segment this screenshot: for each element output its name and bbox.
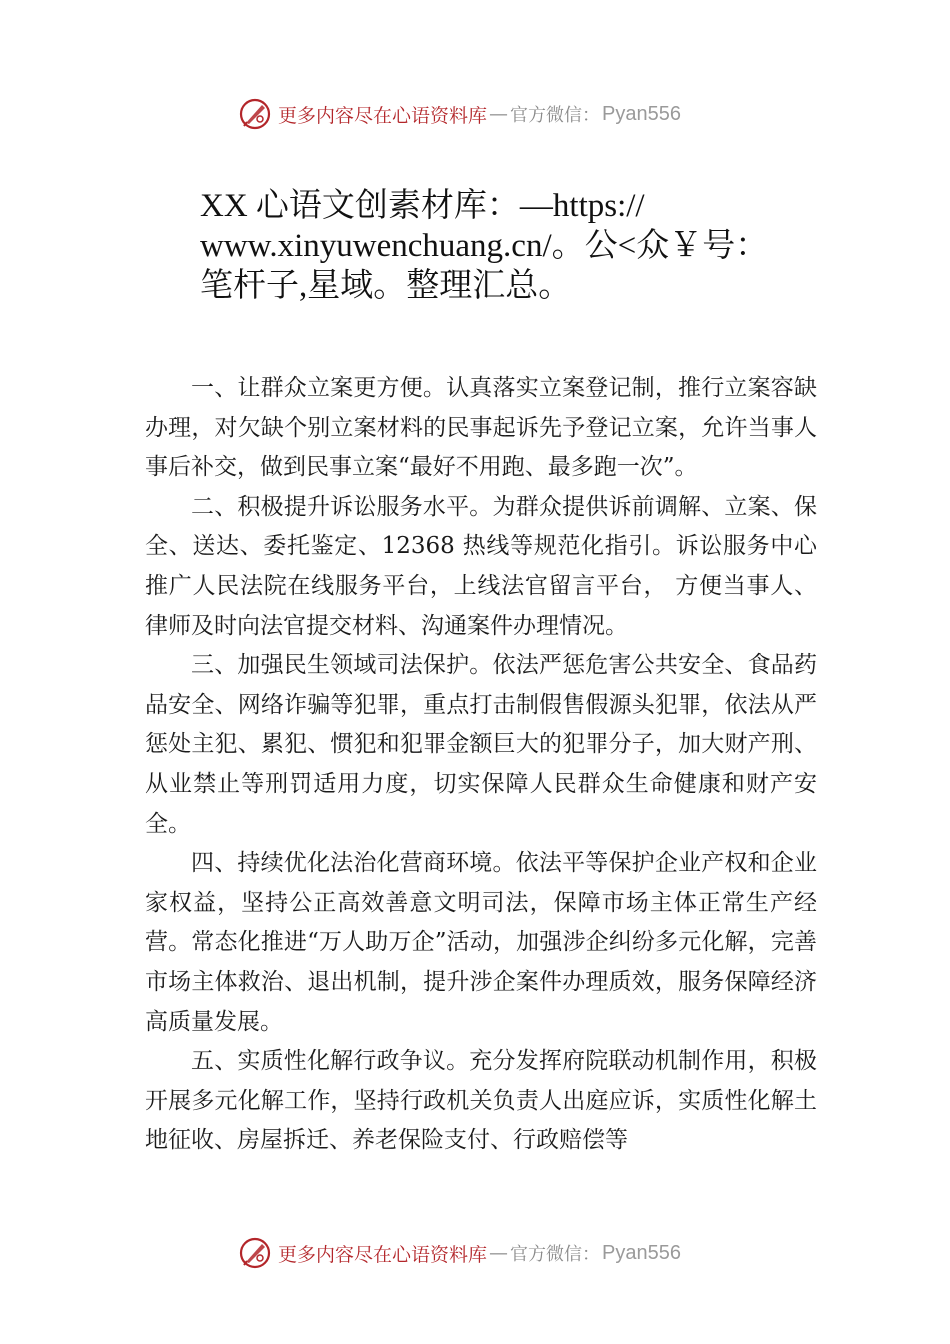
footer-banner — [238, 1233, 681, 1273]
banner-wechat-id: Pyan556 — [602, 1241, 681, 1264]
banner-wechat-id: Pyan556 — [602, 102, 681, 125]
banner-wechat-label: 官方微信： — [510, 1244, 601, 1265]
banner-separator: — — [489, 103, 509, 125]
paragraph-2: 二、积极提升诉讼服务水平。为群众提供诉前调解、立案、保全、送达、委托鉴定、12368 热线等规范化指引。诉讼服务中心推广人民法院在线服务平台，上线法官留言平台， 方便当事人、律师及时向法官提交材料、沟通案件办理情况。 — [145, 493, 817, 639]
banner-wechat-label: 官方微信： — [510, 105, 601, 126]
paragraph-5: 五、实质性化解行政争议。充分发挥府院联动机制作用，积极开展多元化解工作，坚持行政机关负责人出庭应诉，实质性化解土地征收、房屋拆迁、养老保险支付、行政赔偿等 — [145, 1048, 817, 1154]
title-line-1: XX 心语文创素材库：—https:// — [200, 188, 645, 224]
banner-text: 更多内容尽在心语资料库 — [278, 104, 488, 127]
paragraph-3: 三、加强民生领域司法保护。依法严惩危害公共安全、食品药品安全、网络诈骗等犯罪，重点打击制假售假源头犯罪，依法从严惩处主犯、累犯、惯犯和犯罪金额巨大的犯罪分子，加大财产刑、从业禁止等刑罚适用力度，切实保障人民群众生命健康和财产安全。 — [145, 652, 817, 837]
banner-text: 更多内容尽在心语资料库 — [278, 1243, 488, 1266]
quill-logo-icon — [238, 97, 272, 131]
title-line-2: www.xinyuwenchuang.cn/。公<众￥号： — [200, 228, 769, 264]
header-banner — [238, 94, 681, 134]
quill-logo-icon — [238, 1236, 272, 1270]
title-line-3: 笔杆子,星域。整理汇总。 — [200, 268, 572, 304]
banner-separator: — — [489, 1242, 509, 1264]
paragraph-4: 四、持续优化法治化营商环境。依法平等保护企业产权和企业家权益，坚持公正高效善意文明司法，保障市场主体正常生产经营。常态化推进“万人助万企”活动，加强涉企纠纷多元化解，完善市场主体救治、退出机制，提升涉企案件办理质效，服务保障经济高质量发展。 — [145, 850, 817, 1035]
document-body — [145, 369, 817, 1161]
document-title — [200, 186, 810, 306]
paragraph-1: 一、让群众立案更方便。认真落实立案登记制，推行立案容缺办理，对欠缺个别立案材料的民事起诉先予登记立案，允许当事人事后补交，做到民事立案“最好不用跑、最多跑一次”。 — [145, 375, 817, 481]
